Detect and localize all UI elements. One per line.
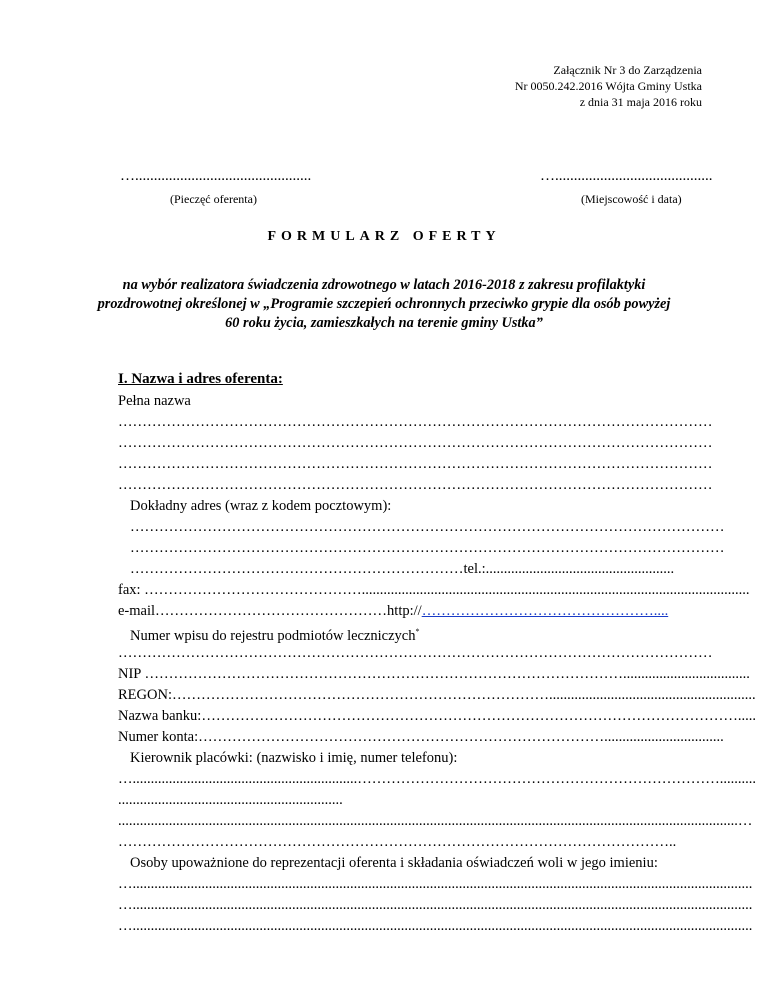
registry-field[interactable]: …………………………………………………………………………………………………………… <box>118 645 713 661</box>
representatives-field-1[interactable]: …........................................................................................................................................................................... <box>118 876 753 892</box>
address-field-2[interactable]: …………………………………………………………………………………………………………… <box>130 540 725 556</box>
representatives-field-3[interactable]: …........................................................................................................................................................................... <box>118 918 753 934</box>
full-name-label: Pełna nazwa <box>118 393 191 409</box>
form-title: FORMULARZ OFERTY <box>267 229 501 244</box>
representatives-label: Osoby upoważnione do reprezentacji oferenta i składania oświadczeń woli w jego imieniu: <box>130 855 658 871</box>
registry-footnote-mark: * <box>415 627 420 636</box>
section-heading: I. Nazwa i adres oferenta: <box>118 371 283 387</box>
email-label: e-mail <box>118 603 156 619</box>
manager-field-2[interactable]: .............................................................. <box>118 792 343 808</box>
full-name-field-3[interactable]: …………………………………………………………………………………………………………… <box>118 456 713 472</box>
attachment-note-line2: Nr 0050.242.2016 Wójta Gminy Ustka <box>514 79 702 93</box>
nip-row[interactable]: NIP ………………………………………………………………………………………................................... <box>118 666 750 682</box>
address-label: Dokładny adres (wraz z kodem pocztowym): <box>130 498 392 514</box>
website-field[interactable]: ………………………………………….... <box>421 603 669 619</box>
place-date-field: ….......................................... <box>540 168 713 184</box>
regon-row[interactable]: REGON:……………………………………………………………………......................................................... <box>118 687 756 703</box>
http-label: http:// <box>387 603 422 619</box>
registry-label-row <box>130 623 704 645</box>
attachment-note <box>515 62 702 110</box>
stamp-field: …............................................... <box>120 168 312 184</box>
full-name-field-4[interactable]: …………………………………………………………………………………………………………… <box>118 477 713 493</box>
fax-label: fax: <box>118 582 141 598</box>
email-row[interactable]: e-mail…………………………………………http://………………………………………….... <box>118 603 669 619</box>
account-row[interactable]: Numer konta:…………………………………………………………………………................................. <box>118 729 724 745</box>
address-field-1[interactable]: …………………………………………………………………………………………………………… <box>130 519 725 535</box>
account-label: Numer konta: <box>118 729 199 745</box>
registry-label: Numer wpisu do rejestru podmiotów leczniczych <box>130 627 416 644</box>
manager-field-1[interactable]: …..............................................................………………………………………………………………….......... <box>118 771 756 787</box>
regon-label: REGON: <box>118 687 172 703</box>
bank-label: Nazwa banku: <box>118 708 202 724</box>
attachment-note-line3: z dnia 31 maja 2016 roku <box>579 95 702 109</box>
manager-field-4[interactable]: …………………………………………………………………………………………………….. <box>118 834 677 850</box>
stamp-caption: (Pieczęć oferenta) <box>170 192 257 206</box>
full-name-field-1[interactable]: …………………………………………………………………………………………………………… <box>118 414 713 430</box>
address-tel-row[interactable]: ……………………………………………………………tel.:.................................................... <box>130 561 675 577</box>
form-subtitle: na wybór realizatora świadczenia zdrowotnego w latach 2016-2018 z zakresu profilaktyki prozdrowotnej określonej w „Programie szczepień ochronnych przeciwko grypie dla osób powyżej 60 roku życia, zamieszkałych na terenie gminy Ustka” <box>97 277 671 331</box>
fax-row[interactable]: fax: ………………………………………........................................................................................................... <box>118 582 750 598</box>
manager-field-3[interactable]: ...........................................................................................................................................................................… <box>118 813 753 829</box>
representatives-field-2[interactable]: …........................................................................................................................................................................... <box>118 897 753 913</box>
bank-row[interactable]: Nazwa banku:…………………………………………………………………………………………………..... <box>118 708 756 724</box>
attachment-note-line1: Załącznik Nr 3 do Zarządzenia <box>553 63 702 77</box>
nip-label: NIP <box>118 666 141 682</box>
place-date-caption: (Miejscowość i data) <box>581 192 682 206</box>
full-name-field-2[interactable]: …………………………………………………………………………………………………………… <box>118 435 713 451</box>
tel-label: tel.: <box>463 561 486 577</box>
manager-label: Kierownik placówki: (nazwisko i imię, numer telefonu): <box>130 750 458 766</box>
